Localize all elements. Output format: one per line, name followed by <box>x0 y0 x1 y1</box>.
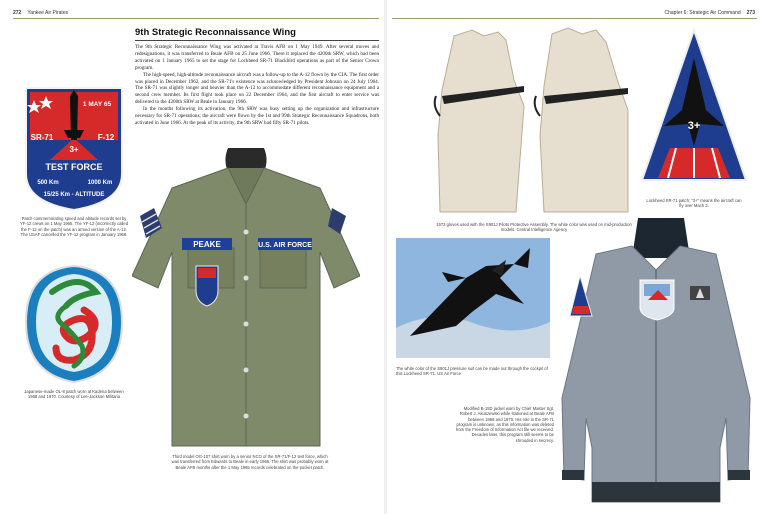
test-force-patch-photo <box>20 82 128 212</box>
patch-speed-left-text: 500 Km <box>37 180 59 186</box>
sr71-3plus-patch-photo <box>640 28 748 194</box>
patch-date-text: 1 MAY 65 <box>82 101 112 108</box>
patch-center-text: 3+ <box>69 145 79 154</box>
right-page-header <box>665 10 756 16</box>
snake-patch-caption: Japanese-made OL-8 patch worn at Kadena between 1968 and 1970. Courtesy of Lee-Jackson Militaria <box>24 389 124 400</box>
patch-speed-right-text: 1000 Km <box>87 180 113 186</box>
sr71-aircraft-photo <box>396 238 550 358</box>
jacket-caption: Modified B-15D jacket worn by Chief Master Sgt. Robert J. Akuszewski while stationed at Beale AFB between 1966 and 1970. His role in the SR-71 program is unknown, as this information was deleted from the Freedom of Information Act file we received. Decades later, this program still seems to be shrouded in secrecy. <box>455 406 554 443</box>
shirt-name-tape: PEAKE <box>193 240 221 249</box>
gloves-photo <box>432 26 636 216</box>
test-force-patch-graphic <box>20 82 128 212</box>
sr71-photo-caption: The white color of the S901J pressure suit can be made out through the cockpit of this Lockheed SR-71. US Air Force <box>396 366 548 377</box>
patch-banner-text: TEST FORCE <box>45 162 103 172</box>
patch-model-right-text: F-12 <box>97 133 115 142</box>
gloves-graphic <box>432 26 636 216</box>
snake-patch-graphic <box>22 262 126 386</box>
right-header-rule <box>392 18 757 19</box>
snake-patch-photo <box>22 262 126 386</box>
section-title: 9th Strategic Reconnaissance Wing <box>135 27 379 41</box>
patch-model-left-text: SR-71 <box>30 133 54 142</box>
patch-altitude-text: 15/25 Km - ALTITUDE <box>43 192 105 198</box>
sr71-aircraft-graphic <box>396 238 550 358</box>
left-page-number: 272 <box>13 10 22 16</box>
left-header-rule <box>13 18 379 19</box>
test-force-patch-caption: Patch commemorating speed and altitude records set by YF-12 crews on 1 May 1965. The YF-12 (incorrectly called the F-12 on the patch) was an armed version of the A-12. The USAF cancelled the YF-12 program in January 1968. <box>19 216 129 237</box>
sr71-3plus-patch-caption: Lockheed SR-71 patch; "3+" means the aircraft can fly over Mach 3. <box>646 198 742 209</box>
body-paragraph-2: The high-speed, high-altitude reconnaissance aircraft was a follow-up to the A-12 flown by the CIA. The first order was placed in December 1962, and the SR-71's existence was acknowledged by President Johnson on 24 July 1964. The SR-71 was slightly longer and heavier than the A-12 to accommodate different reconnaissance equipment and a second crew member. Its first flight took place on 22 December 1964, and the first aircraft to enter service was delivered to the 4200th SRW at Beale in January 1966. <box>135 71 379 106</box>
jacket-graphic <box>552 218 760 508</box>
body-paragraph-3: In the months following its activation, the 9th SRW was busy setting up the organization and infrastructure necessary for SR-71 operations; the aircraft were flown by the 1st and 99th Strategic Reconnaissance Squadrons, both activated in June 1966. At the peak of its activity, the 9th SRW had fifty SR-71 pilots. <box>135 106 379 126</box>
chapter-title: Chapter 6: Strategic Air Command <box>664 10 741 16</box>
shirt-service-tape: U.S. AIR FORCE <box>258 242 312 249</box>
body-paragraph-1: The 9th Strategic Reconnaissance Wing was activated at Travis AFB on 1 May 1949. After several moves and redesignations, it was transferred to Beale AFB on 25 June 1966. There it replaced the 4200th SRW, which had been activated on 1 January 1965 to set the stage for Lockheed SR-71 Blackbird operations as part of the Senior Crown program. <box>135 44 379 71</box>
shirt-photo <box>132 148 360 448</box>
sr71-3plus-patch-graphic <box>640 28 748 194</box>
shirt-caption: Third model OG-107 shirt worn by a senior NCO of the SR-71/F-12 test force, which was transferred from Edwards to Beale in early 1966. The shirt was probably worn at Beale AFB months after the 1 May 1965 records celebrated on the pocket patch. <box>171 454 329 470</box>
jacket-photo <box>552 218 760 508</box>
book-title: Yankee Air Pirates <box>27 10 69 16</box>
left-page-header <box>13 10 68 16</box>
sr71-patch-center-text: 3+ <box>687 120 701 132</box>
body-text <box>135 44 379 127</box>
right-page-number: 273 <box>746 10 755 16</box>
shirt-graphic <box>132 148 360 448</box>
gloves-caption: 1973 gloves used with the S901J Pilots Protective Assembly. The white color was used on mid-production models. Central Intelligence Agency <box>436 222 632 233</box>
gutter <box>384 0 387 514</box>
